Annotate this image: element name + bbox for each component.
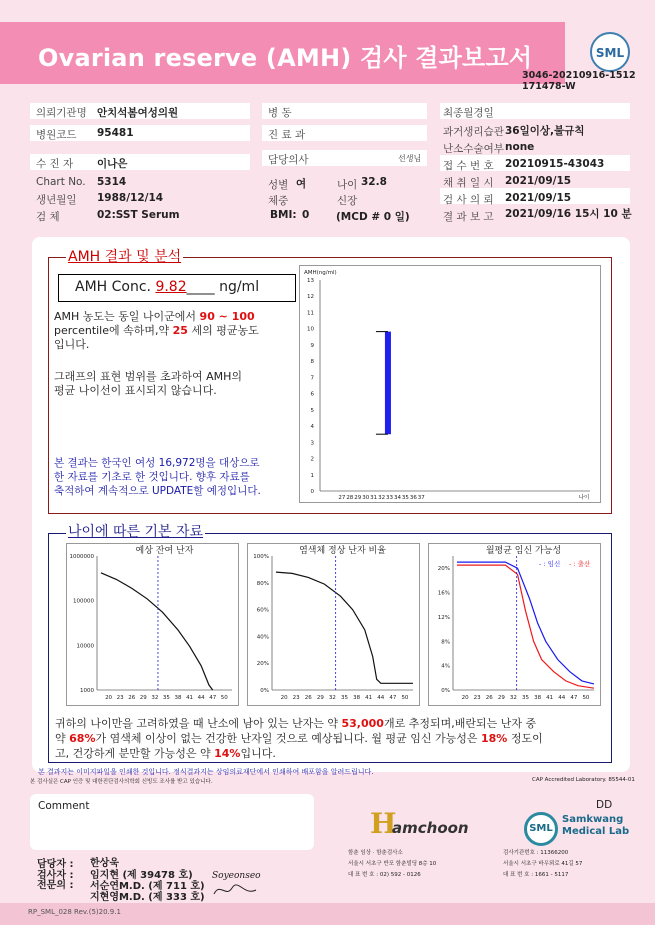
age-label: 나이 xyxy=(337,179,358,191)
receipt-value: 20210915-43043 xyxy=(505,158,605,170)
y-axis-label: AMH(ng/ml) xyxy=(304,270,337,276)
signer-label-1: 담당자 : xyxy=(37,859,74,870)
legend-entry-birth: - : 출산 xyxy=(569,560,591,568)
x-tick-label: 29 xyxy=(497,695,505,701)
x-tick-label: 50 xyxy=(582,695,590,701)
lmp-label: 최종월경일 xyxy=(443,107,494,119)
x-tick-label: 20 xyxy=(280,695,288,701)
amh-chart-svg xyxy=(300,266,600,502)
specimen-label: 검 체 xyxy=(36,211,60,223)
series-line xyxy=(276,572,413,683)
x-tick-label: 44 xyxy=(377,695,385,701)
amh-conc-unit: ng/ml xyxy=(219,279,260,295)
chart-value: 5314 xyxy=(97,176,127,188)
x-tick-label: 47 xyxy=(209,695,217,701)
y-tick-label: 12 xyxy=(307,294,314,301)
x-tick-label: 26 xyxy=(304,695,312,701)
y-tick-label: 8 xyxy=(310,359,314,366)
amh-chart xyxy=(299,265,601,503)
y-tick-label: 4% xyxy=(441,663,450,670)
amh-range-bar xyxy=(385,332,391,435)
samkwang-line-2: 서울시 서초구 바우뫼로 41길 57 xyxy=(503,861,583,867)
y-tick-label: 11 xyxy=(307,310,314,317)
x-tick-label: 26 xyxy=(485,695,493,701)
samkwang-line-3: 대 표 번 호 : 1661 - 5117 xyxy=(503,872,569,878)
cycle-value: 36일이상,불규칙 xyxy=(505,125,585,137)
dept-label: 진 료 과 xyxy=(268,129,306,141)
signer-label-3: 전문의 : xyxy=(37,880,74,891)
y-tick-label: 1 xyxy=(310,472,314,479)
patient-label: 수 진 자 xyxy=(36,158,74,170)
amh-conc-label: AMH Conc. xyxy=(75,279,151,295)
y-tick-label: 4 xyxy=(310,424,314,431)
x-tick-label: 35 xyxy=(341,695,349,701)
ward-label: 병 동 xyxy=(268,107,292,119)
x-tick-label: 28 xyxy=(346,495,354,501)
samkwang-name-1: Samkwang xyxy=(562,814,624,825)
pregnancy-chart xyxy=(428,543,601,706)
y-tick-label: 80% xyxy=(256,580,269,587)
y-tick-label: 0% xyxy=(260,688,269,694)
x-tick-label: 41 xyxy=(365,695,373,701)
y-tick-label: 0 xyxy=(310,489,314,495)
series-line xyxy=(457,562,594,684)
x-tick-label: 32 xyxy=(509,695,517,701)
height-label: 신장 xyxy=(337,195,358,207)
series-line xyxy=(101,573,213,690)
institution-value: 안치석봄여성의원 xyxy=(97,107,179,119)
x-axis-label: 나이 xyxy=(578,495,590,501)
x-tick-label: 50 xyxy=(220,695,228,701)
patient-value: 이나은 xyxy=(97,158,128,170)
hamchoon-logo-text: amchoon xyxy=(392,819,469,837)
doctor-suffix: 선생님 xyxy=(398,154,422,163)
x-tick-label: 32 xyxy=(151,695,159,701)
x-tick-label: 29 xyxy=(316,695,324,701)
y-tick-label: 10000 xyxy=(76,643,94,650)
x-tick-label: 27 xyxy=(338,495,346,501)
footer-code: RP_SML_028 Rev.(5)20.9.1 xyxy=(28,908,121,916)
x-tick-label: 31 xyxy=(370,495,378,501)
signature-1: Soyeonseo xyxy=(212,871,261,881)
surgery-label: 난소수술여부 xyxy=(443,143,504,155)
x-tick-label: 30 xyxy=(362,495,370,501)
x-tick-label: 23 xyxy=(473,695,481,701)
collect-value: 2021/09/15 xyxy=(505,175,572,187)
chart-title: 예상 잔여 난자 xyxy=(135,546,194,556)
y-tick-label: 1000 xyxy=(80,688,94,694)
x-tick-label: 35 xyxy=(401,495,409,501)
pregnancy-chart-svg xyxy=(429,544,600,705)
chart-title: 염색체 정상 난자 비율 xyxy=(299,546,386,556)
y-tick-label: 6 xyxy=(310,391,314,398)
x-tick-label: 29 xyxy=(354,495,362,501)
institution-label: 의뢰기관명 xyxy=(36,107,87,119)
signature-2 xyxy=(210,880,260,900)
y-tick-label: 7 xyxy=(310,375,314,382)
eggs-chart xyxy=(66,543,239,706)
x-tick-label: 34 xyxy=(393,495,401,501)
hamchoon-line-3: 대 표 번 호 : 02) 592 - 0126 xyxy=(348,872,421,878)
y-tick-label: 8% xyxy=(441,639,450,646)
specimen-value: 02:SST Serum xyxy=(97,209,180,221)
x-tick-label: 32 xyxy=(328,695,336,701)
dob-value: 1988/12/14 xyxy=(97,192,164,204)
report-label: 결 과 보 고 xyxy=(443,211,494,223)
dd-label: DD xyxy=(596,799,613,811)
amh-desc-1: AMH 농도는 동일 나이군에서 90 ~ 100 percentile에 속하며,약 25 세의 평균농도 입니다. xyxy=(54,310,259,351)
x-tick-label: 29 xyxy=(139,695,147,701)
samkwang-logo: SML xyxy=(524,812,558,846)
dob-label: 생년월일 xyxy=(36,194,77,206)
amh-desc-2: 그래프의 표현 범위를 초과하여 AMH의 평균 나이선이 표시되지 않습니다. xyxy=(54,370,243,397)
y-tick-label: 100% xyxy=(253,554,269,560)
x-tick-label: 38 xyxy=(353,695,361,701)
note-2: 본 검사실은 CAP 인증 및 대한진단검사의학회 신빙도 조사를 받고 있습니다. xyxy=(30,779,213,785)
bmi-label: BMI: xyxy=(270,209,297,221)
chart-label: Chart No. xyxy=(36,176,86,188)
chromosome-chart-svg xyxy=(248,544,419,705)
series-line xyxy=(457,565,594,688)
request-value: 2021/09/15 xyxy=(505,192,572,204)
basic-section-title: 나이에 따른 기본 자료 xyxy=(66,521,205,541)
y-tick-label: 16% xyxy=(437,590,450,597)
legend-entry-pregnancy: - : 임신 xyxy=(539,560,561,568)
receipt-label: 접 수 번 호 xyxy=(443,160,494,172)
y-tick-label: 9 xyxy=(310,342,314,349)
x-tick-label: 44 xyxy=(558,695,566,701)
report-title: Ovarian reserve (AMH) 검사 결과보고서 xyxy=(38,44,533,72)
hospital-code-label: 병원코드 xyxy=(36,129,77,141)
x-tick-label: 32 xyxy=(378,495,386,501)
x-tick-label: 38 xyxy=(534,695,542,701)
note-3: CAP Accredited Laboratory. 85544-01 xyxy=(532,777,635,783)
signer-label-2: 검사자 : xyxy=(37,870,74,881)
chart-title: 월평균 임신 가능성 xyxy=(485,546,562,556)
amh-conc-box xyxy=(58,274,296,302)
basic-summary: 귀하의 나이만을 고려하였을 때 난소에 남아 있는 난자는 약 53,000개로 추정되며,배란되는 난자 중 약 68%가 염색체 이상이 없는 건강한 난자일 것으로 예상됩니다. 월 평균 임신 가능성은 18% 정도이 고, 건강하게 분만할 가능성은 약 14%입니다. xyxy=(55,717,543,760)
hamchoon-line-2: 서울시 서초구 반포 함춘빌딩 8층 10 xyxy=(348,861,437,867)
y-tick-label: 20% xyxy=(256,661,269,668)
y-tick-label: 1000000 xyxy=(69,554,94,560)
x-tick-label: 36 xyxy=(409,495,417,501)
request-label: 검 사 의 뢰 xyxy=(443,194,494,206)
y-tick-label: 13 xyxy=(307,278,314,284)
samkwang-line-1: 검사기관번호 : 11366200 xyxy=(503,850,569,856)
weight-label: 체중 xyxy=(268,195,289,207)
y-tick-label: 12% xyxy=(437,614,450,621)
report-value: 2021/09/16 15시 10 분 xyxy=(505,208,632,220)
y-tick-label: 0% xyxy=(441,688,450,694)
sex-value: 여 xyxy=(296,178,307,190)
sex-label: 성별 xyxy=(268,179,289,191)
document-number: 3046-20210916-1512 171478-W xyxy=(522,70,636,92)
x-tick-label: 38 xyxy=(174,695,182,701)
comment-label: Comment xyxy=(38,800,90,812)
x-tick-label: 44 xyxy=(197,695,205,701)
y-tick-label: 40% xyxy=(256,634,269,641)
samkwang-name-2: Medical Lab xyxy=(562,826,630,837)
collect-label: 채 취 일 시 xyxy=(443,177,494,189)
chromosome-chart xyxy=(247,543,420,706)
doctor-label: 담당의사 xyxy=(268,154,309,166)
x-tick-label: 23 xyxy=(116,695,124,701)
y-tick-label: 60% xyxy=(256,607,269,614)
amh-conc-blank: ____ xyxy=(186,279,215,295)
x-tick-label: 41 xyxy=(546,695,554,701)
signer-name-2: 임지현 (제 39478 호) xyxy=(90,870,193,881)
amh-section-title: AMH 결과 및 분석 xyxy=(66,246,183,266)
y-tick-label: 5 xyxy=(310,407,314,414)
hospital-code-value: 95481 xyxy=(97,127,134,139)
eggs-chart-svg xyxy=(67,544,238,705)
surgery-value: none xyxy=(505,141,535,153)
x-tick-label: 26 xyxy=(128,695,136,701)
y-tick-label: 100000 xyxy=(73,598,94,605)
x-tick-label: 33 xyxy=(386,495,394,501)
x-tick-label: 20 xyxy=(105,695,113,701)
x-tick-label: 20 xyxy=(461,695,469,701)
bmi-value: 0 xyxy=(302,209,310,221)
sml-logo: SML xyxy=(590,32,630,72)
x-tick-label: 50 xyxy=(401,695,409,701)
age-value: 32.8 xyxy=(361,176,387,188)
hamchoon-logo-h: H xyxy=(370,807,397,840)
x-tick-label: 47 xyxy=(570,695,578,701)
note-1: 본 결과지는 이미지파일을 인쇄한 것입니다. 정식결과지는 상임의료재단에서 인쇄하여 배포함을 알려드립니다. xyxy=(38,768,374,776)
x-tick-label: 35 xyxy=(522,695,530,701)
signer-name-1: 한상욱 xyxy=(90,858,119,869)
signer-name-4: 지현영M.D. (제 333 호) xyxy=(90,892,205,903)
mcd-value: (MCD # 0 일) xyxy=(336,211,410,223)
y-tick-label: 20% xyxy=(437,566,450,573)
amh-conc-value: 9.82 xyxy=(155,279,187,295)
y-tick-label: 2 xyxy=(310,456,314,463)
amh-desc-3: 본 결과는 한국인 여성 16,972명을 대상으로 한 자료를 기초로 한 것입니다. 향후 자료를 축적하여 계속적으로 UPDATE할 예정입니다. xyxy=(54,457,261,497)
x-tick-label: 41 xyxy=(186,695,194,701)
x-tick-label: 47 xyxy=(389,695,397,701)
x-tick-label: 23 xyxy=(292,695,300,701)
cycle-label: 과거생리습관 xyxy=(443,126,504,138)
y-tick-label: 10 xyxy=(307,326,314,333)
x-tick-label: 35 xyxy=(162,695,170,701)
y-tick-label: 3 xyxy=(310,440,314,447)
signer-name-3: 서순연M.D. (제 711 호) xyxy=(90,881,205,892)
x-tick-label: 37 xyxy=(417,495,425,501)
hamchoon-line-1: 함춘 임상 · 함춘검사소 xyxy=(348,850,403,856)
